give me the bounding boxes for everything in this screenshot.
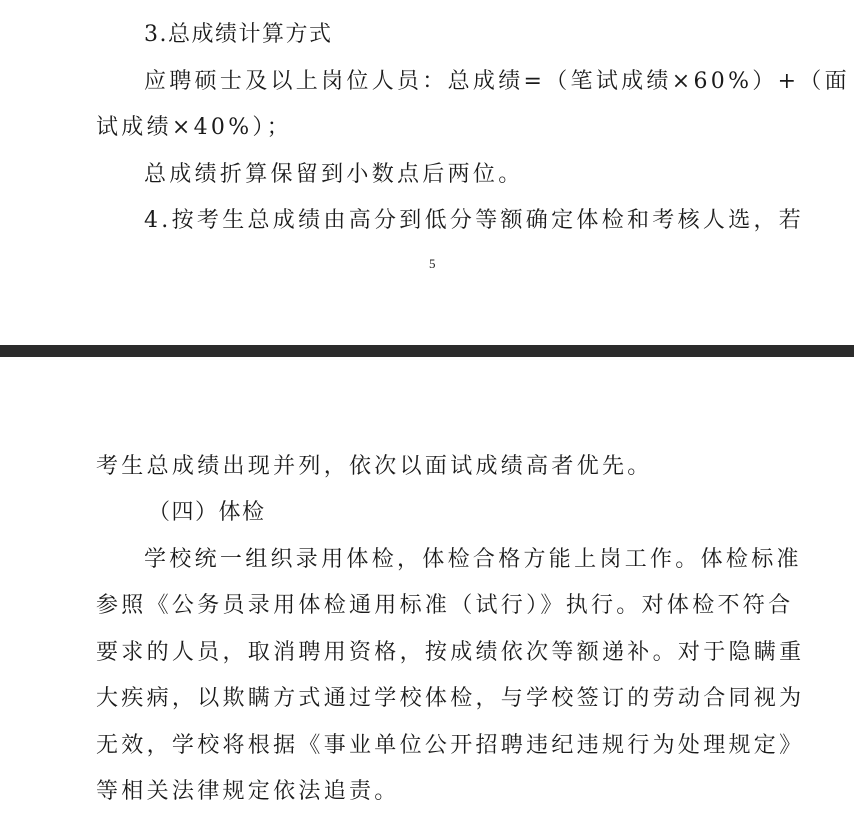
page-number: 5 [429, 256, 436, 271]
paragraph-line: 试成绩×40%）； [96, 115, 293, 140]
section-heading-score-calculation: 3.总成绩计算方式 [144, 22, 333, 47]
paragraph-line: 无效，学校将根据《事业单位公开招聘违纪违规行为处理规定》 [96, 733, 805, 758]
page-break-divider [0, 345, 854, 357]
document-page-top [0, 0, 854, 345]
paragraph-line: 考生总成绩出现并列，依次以面试成绩高者优先。 [96, 454, 653, 479]
paragraph-line: 总成绩折算保留到小数点后两位。 [144, 162, 524, 187]
paragraph-line: 参照《公务员录用体检通用标准（试行）》执行。对体检不符合 [96, 593, 794, 618]
paragraph-line: 应聘硕士及以上岗位人员：总成绩=（笔试成绩×60%）+（面 [144, 69, 850, 94]
paragraph-line: 学校统一组织录用体检，体检合格方能上岗工作。体检标准 [144, 547, 802, 572]
paragraph-line: 要求的人员，取消聘用资格，按成绩依次等额递补。对于隐瞒重 [96, 640, 805, 665]
section-heading-physical-exam: （四）体检 [148, 500, 266, 525]
document-page-bottom [0, 357, 854, 820]
paragraph-line: 等相关法律规定依法追责。 [96, 779, 400, 804]
paragraph-line: 大疾病，以欺瞒方式通过学校体检，与学校签订的劳动合同视为 [96, 686, 805, 711]
paragraph-line: 4.按考生总成绩由高分到低分等额确定体检和考核人选，若 [144, 208, 805, 233]
